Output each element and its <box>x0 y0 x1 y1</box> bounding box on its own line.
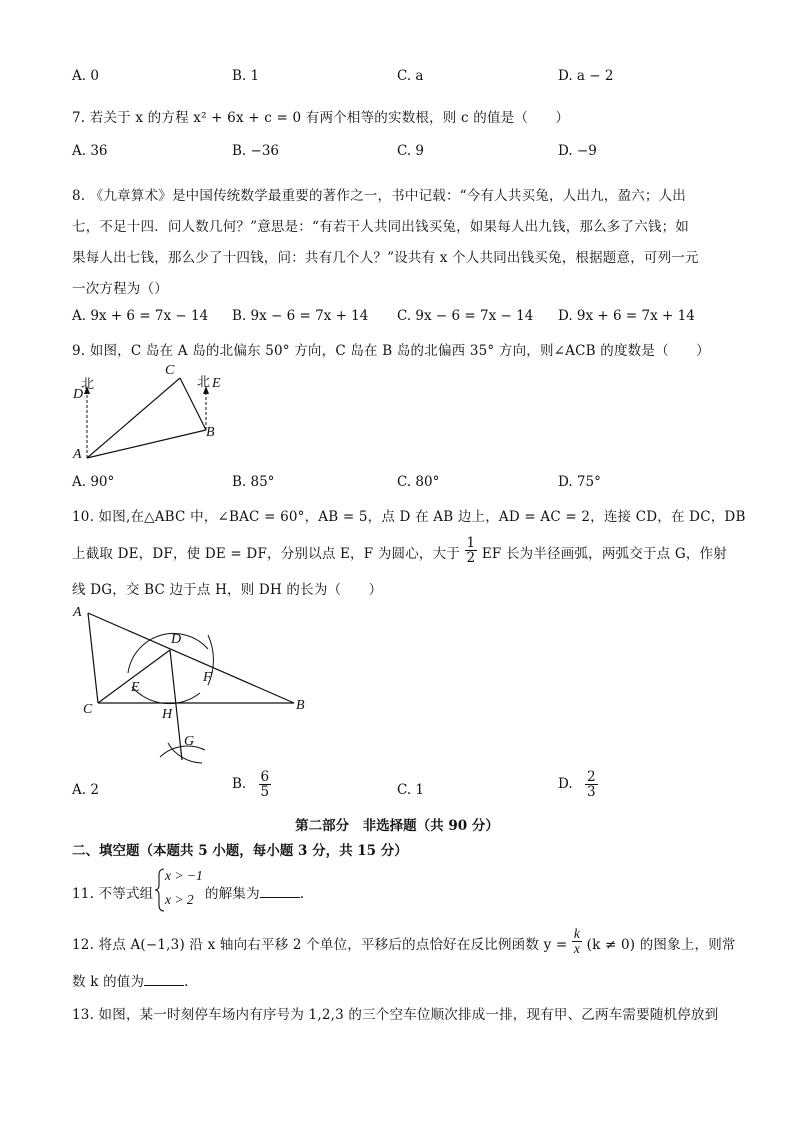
q9-label-e: E <box>212 376 221 391</box>
q9-option-b: B. 85° <box>232 474 275 490</box>
q10-option-d-fraction <box>585 770 598 799</box>
q10-line-2-end: EF 长为半径画弧，两弧交于点 G，作射 <box>481 546 727 562</box>
q10-label-b: B <box>296 698 305 713</box>
q6-option-d: D. a − 2 <box>558 68 614 84</box>
q8-option-a: A. 9x + 6 = 7x − 14 <box>72 308 209 324</box>
q6-option-b: B. 1 <box>232 68 260 84</box>
q10-option-b-denominator: 5 <box>260 784 270 801</box>
q11-inequality-2: x > 2 <box>165 892 194 907</box>
q9-label-d: D <box>73 387 84 402</box>
q13-line-1: 13. 如图，某一时刻停车场内有序号为 1,2,3 的三个空车位顺次排成一排，现有甲、乙两车需要随机停放到 <box>72 1007 719 1023</box>
q10-label-h: H <box>162 707 173 722</box>
q11-inequality-1: x > −1 <box>165 868 203 883</box>
q7-option-a: A. 36 <box>72 143 108 159</box>
q10-label-c: C <box>83 702 93 717</box>
q9-question: 9. 如图，C 岛在 A 岛的北偏东 50° 方向，C 岛在 B 岛的北偏西 35° 方向，则∠ACB 的度数是（ ） <box>72 343 710 359</box>
q10-option-d-denominator: 3 <box>586 784 596 801</box>
q10-option-b-label: B. <box>232 776 247 793</box>
q10-option-d-label: D. <box>558 776 573 793</box>
q10-option-b <box>232 770 271 799</box>
q8-line-1: 8. 《九章算术》是中国传统数学最重要的著作之一，书中记载：“今有人共买兔，人出九，盈六；人出 <box>72 188 686 204</box>
q6-option-a: A. 0 <box>72 68 99 84</box>
q12-line-2: 数 k 的值为 . <box>72 974 189 990</box>
q7-option-d: D. −9 <box>558 143 597 159</box>
q10-option-c: C. 1 <box>397 782 425 798</box>
q10-label-g: G <box>184 734 195 749</box>
q6-option-c: C. a <box>397 68 424 84</box>
q8-option-d: D. 9x + 6 = 7x + 14 <box>558 308 695 324</box>
q10-option-d <box>558 770 598 799</box>
q10-line-2-start: 上截取 DE，DF，使 DE = DF，分别以点 E，F 为圆心，大于 <box>72 546 461 562</box>
q9-option-d: D. 75° <box>558 474 601 490</box>
q9-label-b: B <box>206 425 215 440</box>
section2-title: 二、填空题（本题共 5 小题，每小题 3 分，共 15 分） <box>72 843 408 859</box>
q12-line-2-text: 数 k 的值为 <box>72 974 145 990</box>
q11-suffix: 的解集为 . <box>205 886 305 902</box>
q7-question: 7. 若关于 x 的方程 x² + 6x + c = 0 有两个相等的实数根，则 c 的值是（ ） <box>72 110 570 126</box>
q10-fraction <box>465 536 478 565</box>
q10-label-e: E <box>131 680 140 695</box>
q12-line-1 <box>72 925 736 956</box>
q11-prefix: 11. 不等式组 <box>72 886 154 902</box>
q9-label-c: C <box>165 363 175 378</box>
q10-option-a: A. 2 <box>72 782 99 798</box>
q8-option-c: C. 9x − 6 = 7x − 14 <box>397 308 534 324</box>
q10-figure <box>80 605 310 770</box>
q10-line-2 <box>72 534 727 566</box>
q10-label-f: F <box>203 670 212 685</box>
q12-fraction-denominator: x <box>573 941 581 956</box>
q9-north-label-2: 北 <box>197 375 211 390</box>
q7-option-c: C. 9 <box>397 143 425 159</box>
q8-option-b: B. 9x − 6 = 7x + 14 <box>232 308 369 324</box>
q11-brace <box>155 868 165 912</box>
q9-option-c: C. 80° <box>397 474 440 490</box>
q10-label-a: A <box>73 605 82 620</box>
q12-fraction-numerator: k <box>573 925 581 941</box>
q9-option-a: A. 90° <box>72 474 115 490</box>
q10-line-1: 10. 如图,在△ABC 中，∠BAC = 60°，AB = 5，点 D 在 AB 边上，AD = AC = 2，连接 CD，在 DC，DB <box>72 509 746 525</box>
q10-fraction-numerator: 1 <box>466 534 476 551</box>
q10-line-3: 线 DG，交 BC 边于点 H，则 DH 的长为（ ） <box>72 582 383 598</box>
q8-line-3: 果每人出七钱，那么少了十四钱，问：共有几个人？”设共有 x 个人共同出钱买兔，根据题意，可列一元 <box>72 250 699 266</box>
q9-north-label-1: 北 <box>81 377 95 392</box>
q12-line-1-end: (k ≠ 0) 的图象上，则常 <box>586 937 736 953</box>
q11-suffix-text: 的解集为 <box>205 886 260 902</box>
q10-label-d: D <box>171 632 182 647</box>
q9-label-a: A <box>73 447 82 462</box>
part2-title: 第二部分 非选择题（共 90 分） <box>295 818 499 834</box>
q10-option-b-numerator: 6 <box>260 769 270 785</box>
q10-option-d-numerator: 2 <box>586 769 596 785</box>
q12-fraction <box>572 927 582 956</box>
q12-line-1-start: 12. 将点 A(−1,3) 沿 x 轴向右平移 2 个单位，平移后的点恰好在反比例函数 y = <box>72 937 568 953</box>
q8-line-2: 七，不足十四．问人数几何？”意思是：“有若干人共同出钱买兔，如果每人出九钱，那么多了六钱；如 <box>72 219 690 235</box>
q7-option-b: B. −36 <box>232 143 279 159</box>
q10-fraction-denominator: 2 <box>466 550 476 566</box>
q12-answer-blank <box>144 973 184 986</box>
q10-option-b-fraction <box>259 770 272 799</box>
q11-answer-blank <box>260 885 300 898</box>
q8-line-4: 一次方程为（） <box>72 281 168 297</box>
